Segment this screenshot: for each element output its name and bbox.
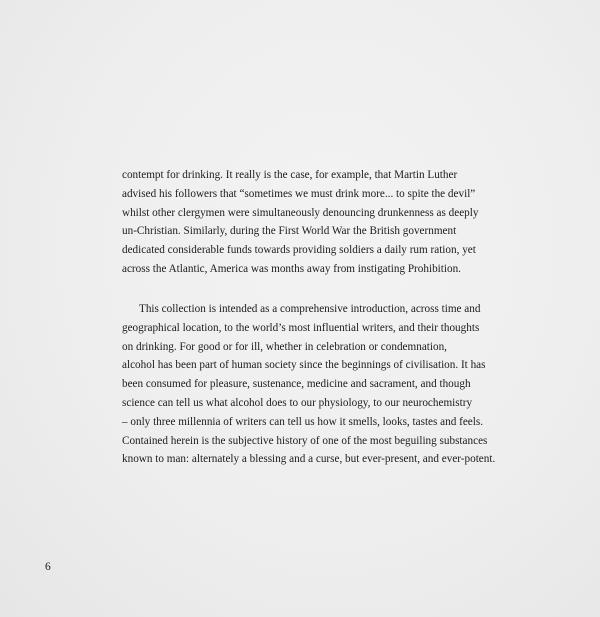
paragraph-line: – only three millennia of writers can tell us how it smells, looks, tastes and feels. — [122, 415, 484, 428]
paragraph-line: across the Atlantic, America was months away from instigating Prohibition. — [122, 262, 461, 275]
paragraph-line: been consumed for pleasure, sustenance, medicine and sacrament, and though — [122, 378, 471, 391]
paragraph-line: This collection is intended as a comprehensive introduction, across time and — [139, 303, 481, 315]
page-number: 6 — [45, 561, 51, 573]
paragraph-line: contempt for drinking. It really is the case, for example, that Martin Luther — [122, 169, 458, 181]
paragraph-line: alcohol has been part of human society since the beginnings of civilisation. It has — [122, 359, 486, 372]
paragraph-2 — [122, 300, 502, 469]
paragraph-line: advised his followers that “sometimes we must drink more... to spite the devil” — [122, 187, 476, 200]
paragraph-line: on drinking. For good or for ill, whether in celebration or condemnation, — [122, 340, 447, 353]
paragraph-line: known to man: alternately a blessing and a curse, but ever-present, and ever-potent. — [122, 453, 496, 466]
paragraph-line: science can tell us what alcohol does to our physiology, to our neurochemistry — [122, 396, 473, 409]
paragraph-line: Contained herein is the subjective history of one of the most beguiling substances — [122, 434, 488, 447]
paragraph-line: geographical location, to the world’s most influential writers, and their thoughts — [122, 321, 480, 334]
paragraph-line: whilst other clergymen were simultaneously denouncing drunkenness as deeply — [122, 206, 479, 219]
paragraph-1 — [122, 166, 502, 279]
paragraph-line: un-Christian. Similarly, during the First World War the British government — [122, 225, 457, 238]
paragraph-line: dedicated considerable funds towards providing soldiers a daily rum ration, yet — [122, 244, 476, 257]
